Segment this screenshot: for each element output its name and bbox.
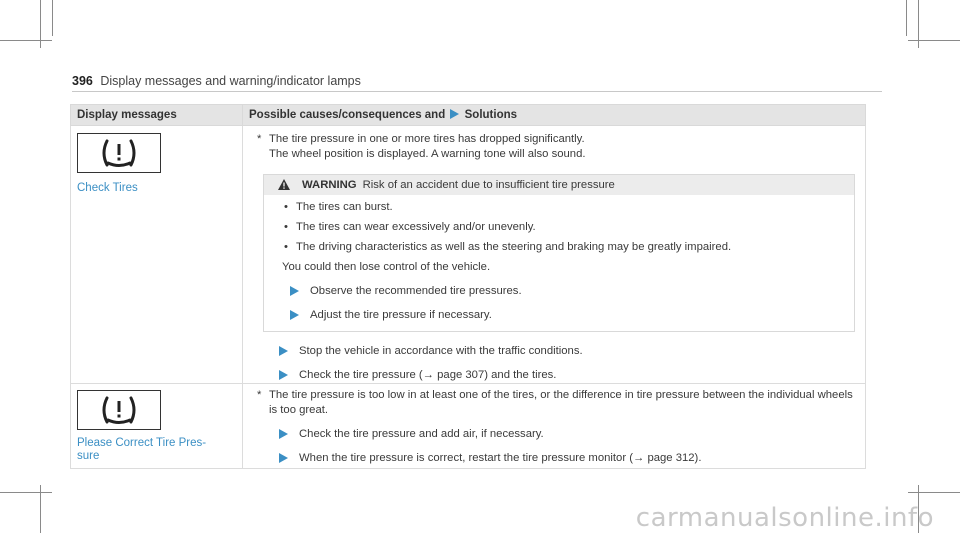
solution-cell [243, 126, 866, 384]
list-item: • The tires can burst. [284, 201, 393, 213]
play-arrow-icon [450, 109, 459, 119]
warning-step: Observe the recommended tire pressures. [282, 284, 844, 299]
page-number: 396 [72, 74, 93, 88]
col-header-solutions: Possible causes/consequences and Solutions [243, 105, 866, 126]
tire-pressure-warning-icon [96, 394, 142, 426]
message-label-correct-tire-pressure: Please Correct Tire Pres- sure [77, 437, 207, 462]
solution-step: Check the tire pressure (→ page 307) and the tires. [257, 368, 855, 383]
crop-mark [908, 492, 960, 493]
watermark: carmanualsonline.info [635, 503, 934, 533]
display-icon-frame [77, 390, 161, 430]
warning-triangle-icon [278, 179, 290, 190]
table-row [71, 384, 866, 469]
list-item: • The driving characteristics as well as the steering and braking may be greatly impaired. [284, 241, 732, 253]
page-header [72, 74, 361, 88]
play-arrow-icon [290, 310, 299, 320]
cause-line: * The tire pressure in one or more tires has dropped significantly. [257, 133, 585, 145]
display-icon-frame [77, 133, 161, 173]
crop-mark [52, 0, 53, 36]
play-arrow-icon [279, 370, 288, 380]
crop-mark [906, 0, 907, 36]
message-cell [71, 126, 243, 384]
warning-title: Risk of an accident due to insufficient tire pressure [362, 179, 615, 191]
warning-note: You could then lose control of the vehicle. [282, 261, 491, 273]
cause-detail: The wheel position is displayed. A warning tone will also sound. [269, 148, 586, 160]
play-arrow-icon [279, 429, 288, 439]
cause-line: * The tire pressure is too low in at least one of the tires, or the difference in tire pressure between the individual wheels is too great. [257, 389, 853, 416]
message-cell [71, 384, 243, 469]
warning-box [263, 174, 855, 332]
solution-step: Check the tire pressure and add air, if necessary. [257, 427, 855, 442]
solution-step: When the tire pressure is correct, restart the tire pressure monitor (→ page 312). [257, 451, 855, 466]
crop-mark [0, 492, 52, 493]
play-arrow-icon [279, 346, 288, 356]
warning-label: WARNING [302, 179, 357, 191]
crop-mark [908, 40, 960, 41]
col-header-display-messages: Display messages [71, 105, 243, 126]
header-divider [72, 91, 882, 92]
page-title: Display messages and warning/indicator lamps [100, 74, 361, 88]
play-arrow-icon [279, 453, 288, 463]
warning-step: Adjust the tire pressure if necessary. [282, 308, 844, 323]
warning-header [264, 175, 854, 195]
tire-pressure-warning-icon [96, 137, 142, 169]
solution-step: Stop the vehicle in accordance with the traffic conditions. [257, 344, 855, 359]
message-label-check-tires: Check Tires [77, 182, 138, 194]
crop-mark [0, 40, 52, 41]
table-row [71, 126, 866, 384]
solution-cell [243, 384, 866, 469]
play-arrow-icon [290, 286, 299, 296]
table-header-row [71, 105, 866, 126]
display-messages-table [70, 104, 866, 469]
list-item: • The tires can wear excessively and/or unevenly. [284, 221, 536, 233]
